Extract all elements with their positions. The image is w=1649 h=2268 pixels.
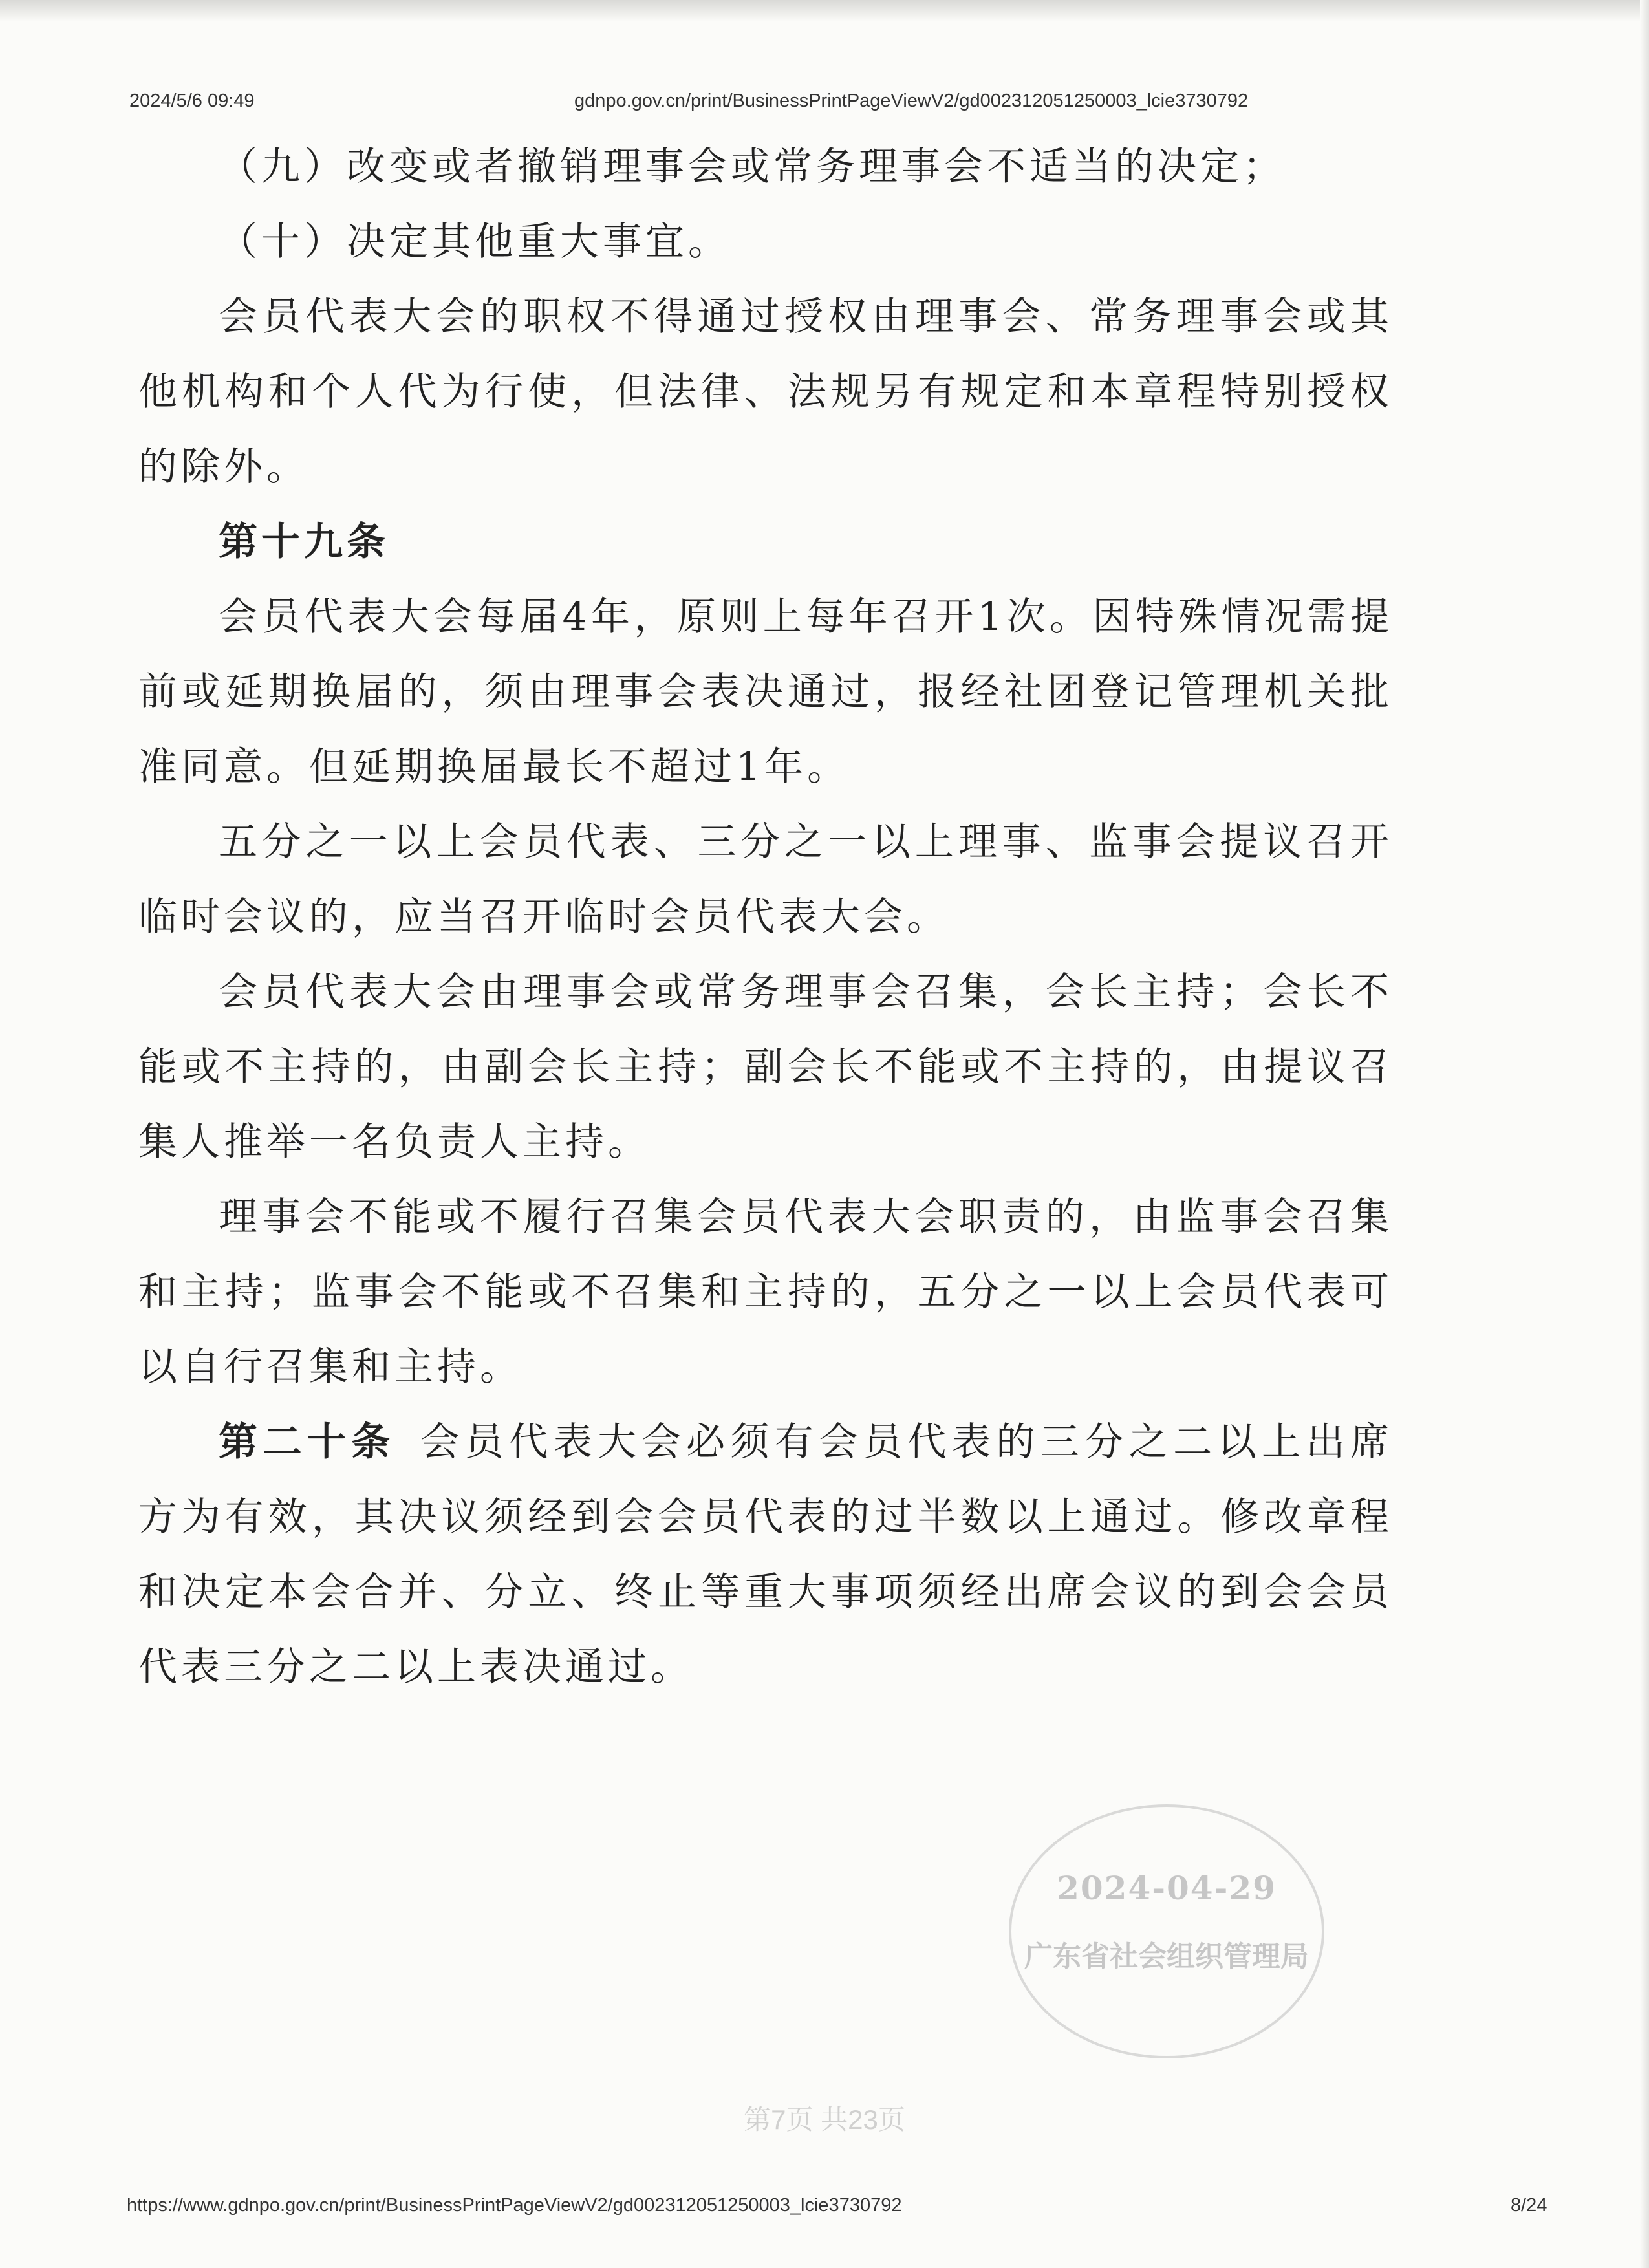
- header-datetime: 2024/5/6 09:49: [129, 91, 255, 111]
- footer-url: https://www.gdnpo.gov.cn/print/BusinessPrintPageViewV2/gd002312051250003_lcie3730792: [127, 2195, 902, 2216]
- clause-10: （十）决定其他重大事宜。: [219, 219, 731, 265]
- scan-edge-right: [1640, 0, 1649, 2268]
- paragraph: 会员代表大会每届4年，原则上每年召开1次。因特殊情况需提前或延期换届的，须由理事会表决通过，报经社团登记管理机关批准同意。但延期换届最长不超过1年。: [138, 594, 1393, 790]
- scan-edge: [0, 0, 1649, 22]
- paragraph: 五分之一以上会员代表、三分之一以上理事、监事会提议召开临时会议的，应当召开临时会员代表大会。: [138, 819, 1393, 940]
- paragraph: 会员代表大会的职权不得通过授权由理事会、常务理事会或其他机构和个人代为行使，但法律、法规另有规定和本章程特别授权的除外。: [138, 294, 1393, 490]
- article-20: [138, 1405, 1393, 1705]
- article-19-heading: 第十九条: [219, 519, 389, 565]
- stamp-org: 广东省社会组织管理局: [1024, 1940, 1309, 1973]
- page-number-watermark: 第7页 共23页: [744, 2104, 905, 2135]
- article-20-heading: 第二十条: [219, 1420, 396, 1465]
- paragraph: 会员代表大会由理事会或常务理事会召集，会长主持；会长不能或不主持的，由副会长主持；副会长不能或不主持的，由提议召集人推举一名负责人主持。: [138, 969, 1393, 1165]
- clause-9: （九）改变或者撤销理事会或常务理事会不适当的决定；: [219, 144, 1286, 189]
- paragraph: 理事会不能或不履行召集会员代表大会职责的，由监事会召集和主持；监事会不能或不召集和主持的，五分之一以上会员代表可以自行召集和主持。: [138, 1194, 1393, 1390]
- document-body: [138, 129, 1393, 1705]
- article-20-text: 会员代表大会必须有会员代表的三分之二以上出席方为有效，其决议须经到会会员代表的过半数以上通过。修改章程和决定本会合并、分立、终止等重大事项须经出席会议的到会会员代表三分之二以上表决通过。: [138, 1420, 1394, 1690]
- stamp-date: 2024-04-29: [1057, 1869, 1277, 1907]
- official-seal-stamp: [1009, 1804, 1324, 2058]
- footer-page-number: 8/24: [1511, 2195, 1547, 2216]
- header-url: gdnpo.gov.cn/print/BusinessPrintPageViewV2/gd002312051250003_lcie3730792: [574, 91, 1249, 111]
